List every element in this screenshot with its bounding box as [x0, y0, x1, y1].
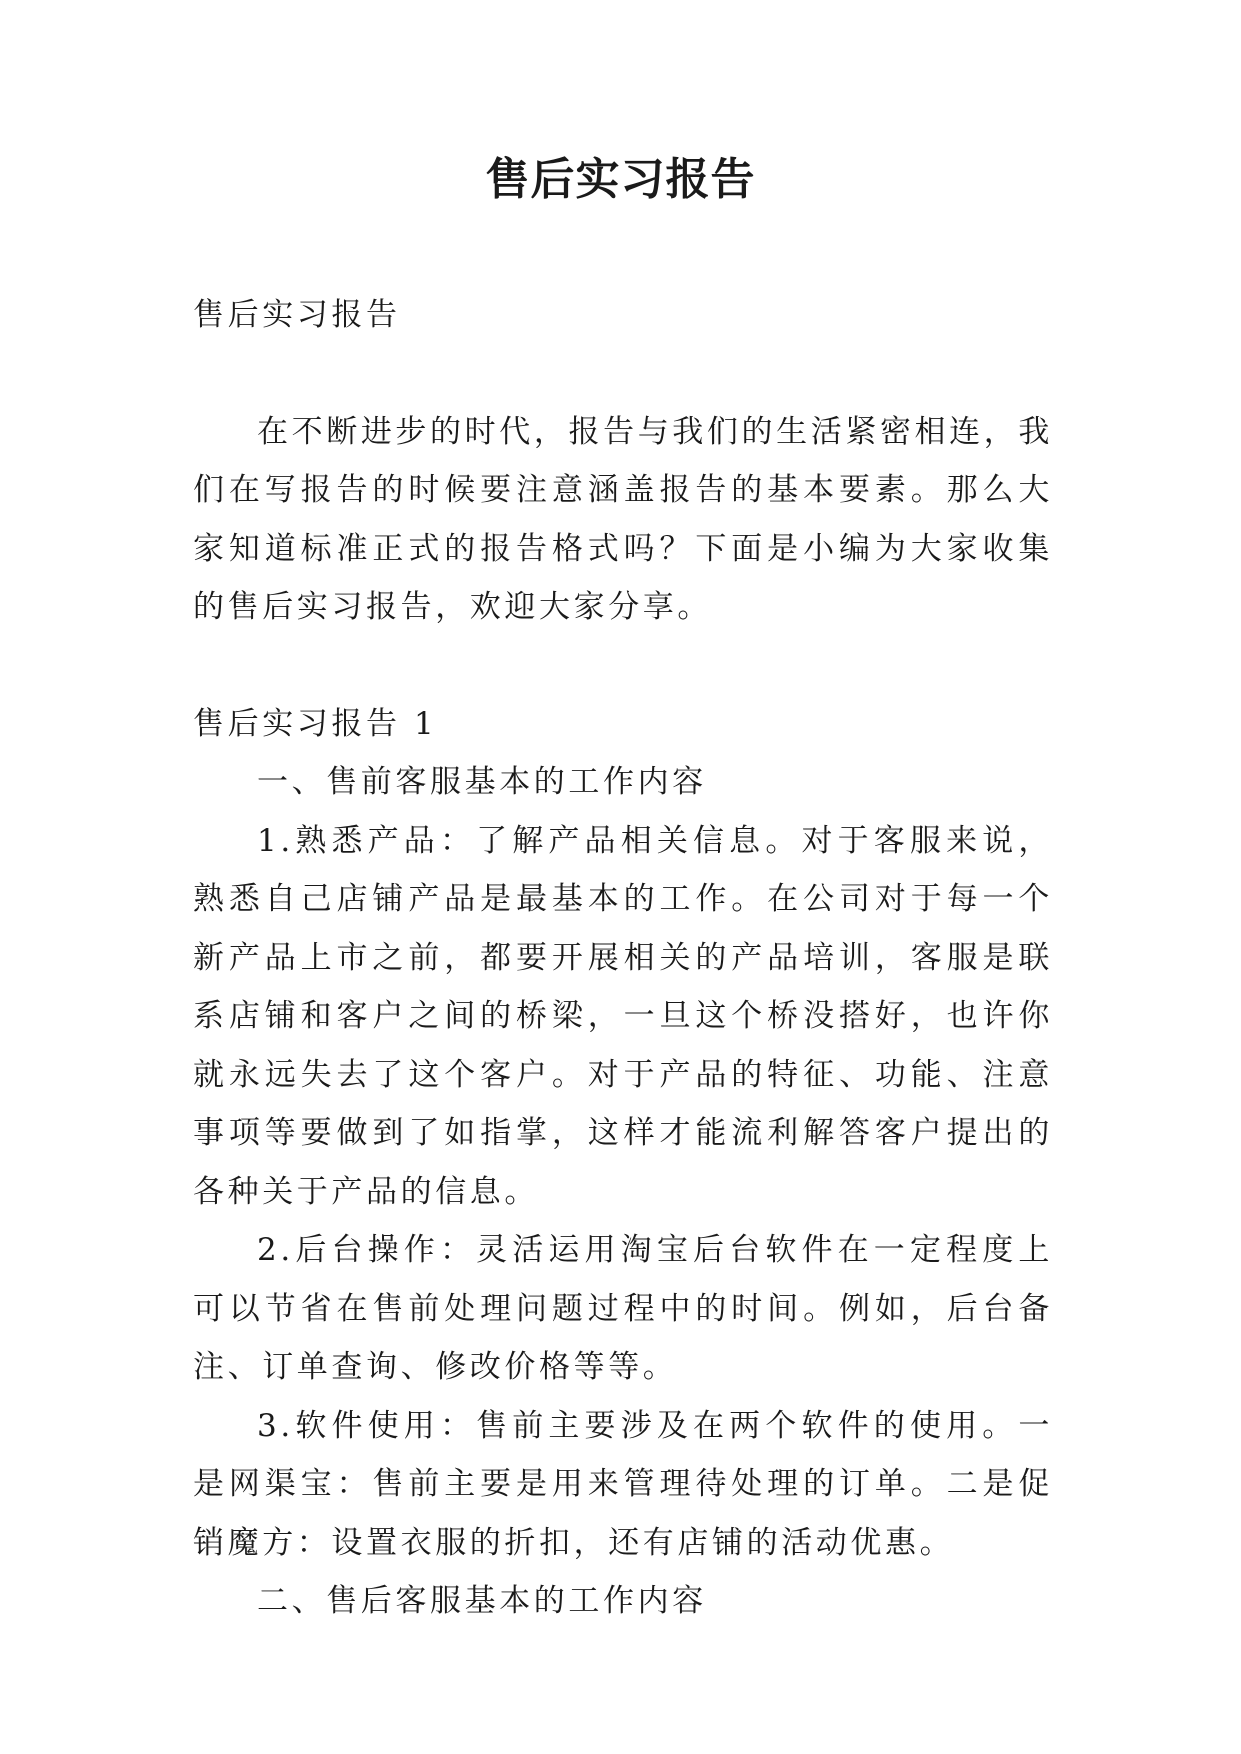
part-heading-aftersales: 二、售后客服基本的工作内容 [257, 1583, 707, 1619]
part-heading-presales: 一、售前客服基本的工作内容 [257, 764, 707, 800]
intro-paragraph: 在不断进步的时代，报告与我们的生活紧密相连，我们在写报告的时候要注意涵盖报告的基本要素。那么大家知道标准正式的报告格式吗？下面是小编为大家收集的售后实习报告，欢迎大家分享。 [193, 413, 1053, 625]
paragraph-item-1: 1.熟悉产品：了解产品相关信息。对于客服来说，熟悉自己店铺产品是最基本的工作。在公司对于每一个新产品上市之前，都要开展相关的产品培训，客服是联系店铺和客户之间的桥梁，一旦这个桥没搭好，也许你就永远失去了这个客户。对于产品的特征、功能、注意事项等要做到了如指掌，这样才能流利解答客户提出的各种关于产品的信息。 [193, 822, 1053, 1210]
paragraph-item-3: 3.软件使用：售前主要涉及在两个软件的使用。一是网渠宝：售前主要是用来管理待处理的订单。二是促销魔方：设置衣服的折扣，还有店铺的活动优惠。 [193, 1407, 1053, 1561]
subtitle: 售后实习报告 [193, 297, 401, 333]
document-title: 售后实习报告 [485, 154, 756, 205]
document-body [193, 286, 1053, 1631]
section-heading: 售后实习报告 1 [193, 705, 438, 742]
paragraph-item-2: 2.后台操作：灵活运用淘宝后台软件在一定程度上可以节省在售前处理问题过程中的时间。例如，后台备注、订单查询、修改价格等等。 [193, 1232, 1053, 1385]
